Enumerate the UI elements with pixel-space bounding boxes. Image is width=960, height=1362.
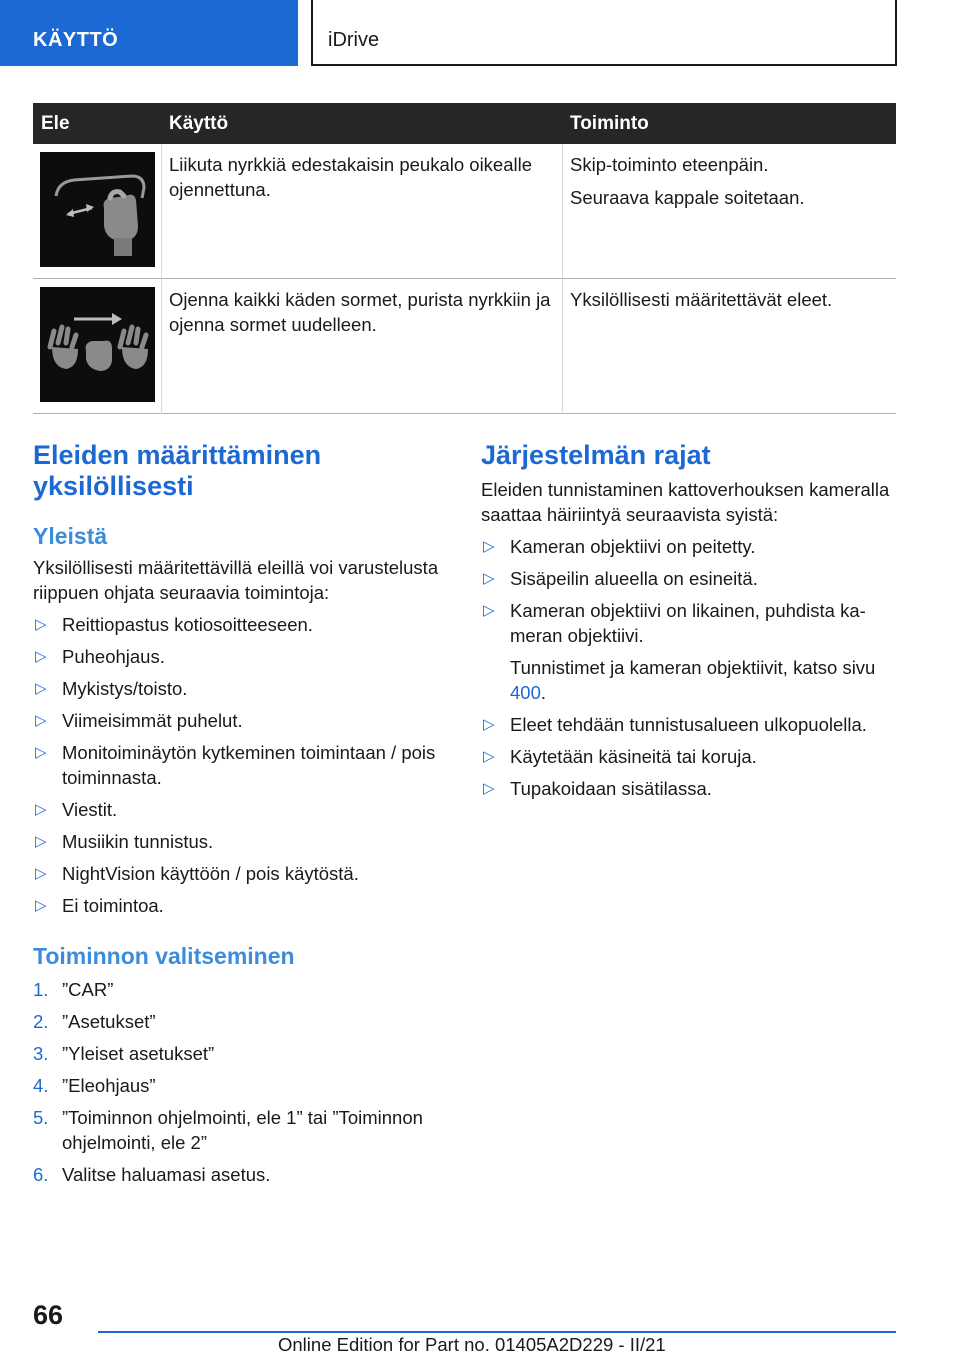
- step-number: 4.: [33, 1075, 49, 1096]
- bullet-triangle-icon: ▷: [35, 833, 47, 850]
- list-item: 6. Valitse haluamasi asetus.: [33, 1164, 271, 1185]
- usage-text: Liikuta nyrkkiä edestakaisin peukalo oikealle ojennettuna.: [169, 154, 533, 200]
- section-title: KÄYTTÖ: [33, 29, 119, 51]
- list-item: 1. ”CAR”: [33, 979, 114, 1000]
- list-item: ▷ Mykistys/toisto.: [35, 678, 188, 699]
- list-item: ▷ Sisäpeilin alueella on esineitä.: [483, 568, 758, 589]
- usage-text: Ojenna kaikki käden sormet, purista nyrkkiin ja ojenna sormet uudelleen.: [169, 289, 551, 335]
- section-heading: Järjestelmän rajat: [481, 440, 711, 470]
- list-item: ▷ Tupakoidaan sisätilassa.: [483, 778, 712, 799]
- section-tab: [0, 0, 298, 66]
- function-text: [570, 287, 896, 320]
- subsection-heading: Yleistä: [33, 523, 108, 549]
- edition-text: Online Edition for Part no. 01405A2D229 - II/21: [278, 1334, 666, 1355]
- bullet-triangle-icon: ▷: [35, 648, 47, 665]
- bullet-triangle-icon: ▷: [35, 744, 47, 761]
- bullet-triangle-icon: ▷: [35, 801, 47, 818]
- list-item: ▷ Ei toimintoa.: [35, 895, 164, 916]
- step-number: 1.: [33, 979, 49, 1000]
- step-number: 6.: [33, 1164, 49, 1185]
- right-column: [481, 440, 891, 801]
- table-divider: [562, 144, 563, 414]
- bullet-triangle-icon: ▷: [483, 570, 495, 587]
- list-item: 4. ”Eleohjaus”: [33, 1075, 156, 1096]
- list-item: ▷ Viestit.: [35, 799, 118, 820]
- function-text: [570, 152, 896, 218]
- paragraph: Yksilöllisesti määritettävillä eleillä voi varustelusta riippuen ohjata seuraavia toimintoja:: [33, 557, 439, 603]
- table-divider: [161, 144, 162, 414]
- function-line: Skip-toiminto eteenpäin.: [570, 154, 769, 175]
- list-item: ▷ Musiikin tunnistus.: [35, 831, 214, 852]
- list-item: ▷ Eleet tehdään tunnistusalueen ulkopuolella.: [483, 714, 867, 735]
- column-header-function: Toiminto: [570, 113, 649, 134]
- topic-header: [311, 0, 897, 66]
- paragraph: Eleiden tunnistaminen kattoverhouksen kameralla saattaa häiriintyä seuraavista syistä:: [481, 479, 890, 525]
- function-line: Seuraava kappale soitetaan.: [570, 187, 805, 208]
- list-item: 3. ”Yleiset asetukset”: [33, 1043, 215, 1064]
- subsection-heading: Toiminnon valitseminen: [33, 943, 295, 969]
- bullet-triangle-icon: ▷: [483, 538, 495, 555]
- gesture-thumb-fist-icon: [40, 152, 155, 267]
- cross-reference: Tunnistimet ja kameran objektiivit, katso sivu 400.: [510, 657, 876, 703]
- section-heading: Eleiden määrittäminen yksilöllisesti: [33, 440, 322, 501]
- list-item: ▷ Monitoiminäytön kytkeminen toimintaan / pois toiminnasta.: [35, 742, 436, 788]
- column-header-gesture: Ele: [41, 113, 70, 134]
- topic-title: iDrive: [328, 29, 380, 51]
- list-item: 5. ”Toiminnon ohjelmointi, ele 1” tai ”Toiminnon ohjelmointi, ele 2”: [33, 1107, 423, 1153]
- bullet-triangle-icon: ▷: [483, 780, 495, 797]
- list-item: ▷ Viimeisimmät puhelut.: [35, 710, 243, 731]
- page-link[interactable]: 400: [510, 682, 541, 703]
- list-item: ▷ Kameran objektiivi on peitetty.: [483, 536, 756, 557]
- step-number: 3.: [33, 1043, 49, 1064]
- bullet-triangle-icon: ▷: [35, 680, 47, 697]
- bullet-triangle-icon: ▷: [35, 897, 47, 914]
- footer-rule: [98, 1331, 896, 1333]
- function-line: Yksilöllisesti määritettävät eleet.: [570, 289, 833, 310]
- table-header: [33, 103, 896, 144]
- list-item: ▷ NightVision käyttöön / pois käytöstä.: [35, 863, 359, 884]
- bullet-list: [481, 534, 891, 801]
- bullet-triangle-icon: ▷: [483, 748, 495, 765]
- bullet-list: [33, 612, 448, 918]
- list-item: ▷ Reittiopastus kotiosoitteeseen.: [35, 614, 313, 635]
- list-item: ▷ Puheohjaus.: [35, 646, 165, 667]
- gesture-table: [33, 103, 896, 414]
- column-header-usage: Käyttö: [169, 113, 229, 134]
- bullet-triangle-icon: ▷: [35, 616, 47, 633]
- bullet-triangle-icon: ▷: [483, 602, 495, 619]
- gesture-thumb-open-hand-icon: [40, 287, 155, 402]
- list-item: ▷ Käytetään käsineitä tai koruja.: [483, 746, 757, 767]
- step-number: 2.: [33, 1011, 49, 1032]
- bullet-triangle-icon: ▷: [35, 712, 47, 729]
- bullet-triangle-icon: ▷: [483, 716, 495, 733]
- table-row: [33, 279, 896, 414]
- bullet-triangle-icon: ▷: [35, 865, 47, 882]
- list-item: ▷ Kameran objektiivi on likainen, puhdista kameran objektiivi. Tunnistimet ja kameran objektiivit, katso sivu 400.: [481, 598, 891, 705]
- step-number: 5.: [33, 1107, 49, 1128]
- numbered-list: [33, 977, 448, 1187]
- list-item: 2. ”Asetukset”: [33, 1011, 156, 1032]
- page-number: 66: [33, 1300, 64, 1330]
- table-row: [33, 144, 896, 279]
- left-column: [33, 440, 448, 1187]
